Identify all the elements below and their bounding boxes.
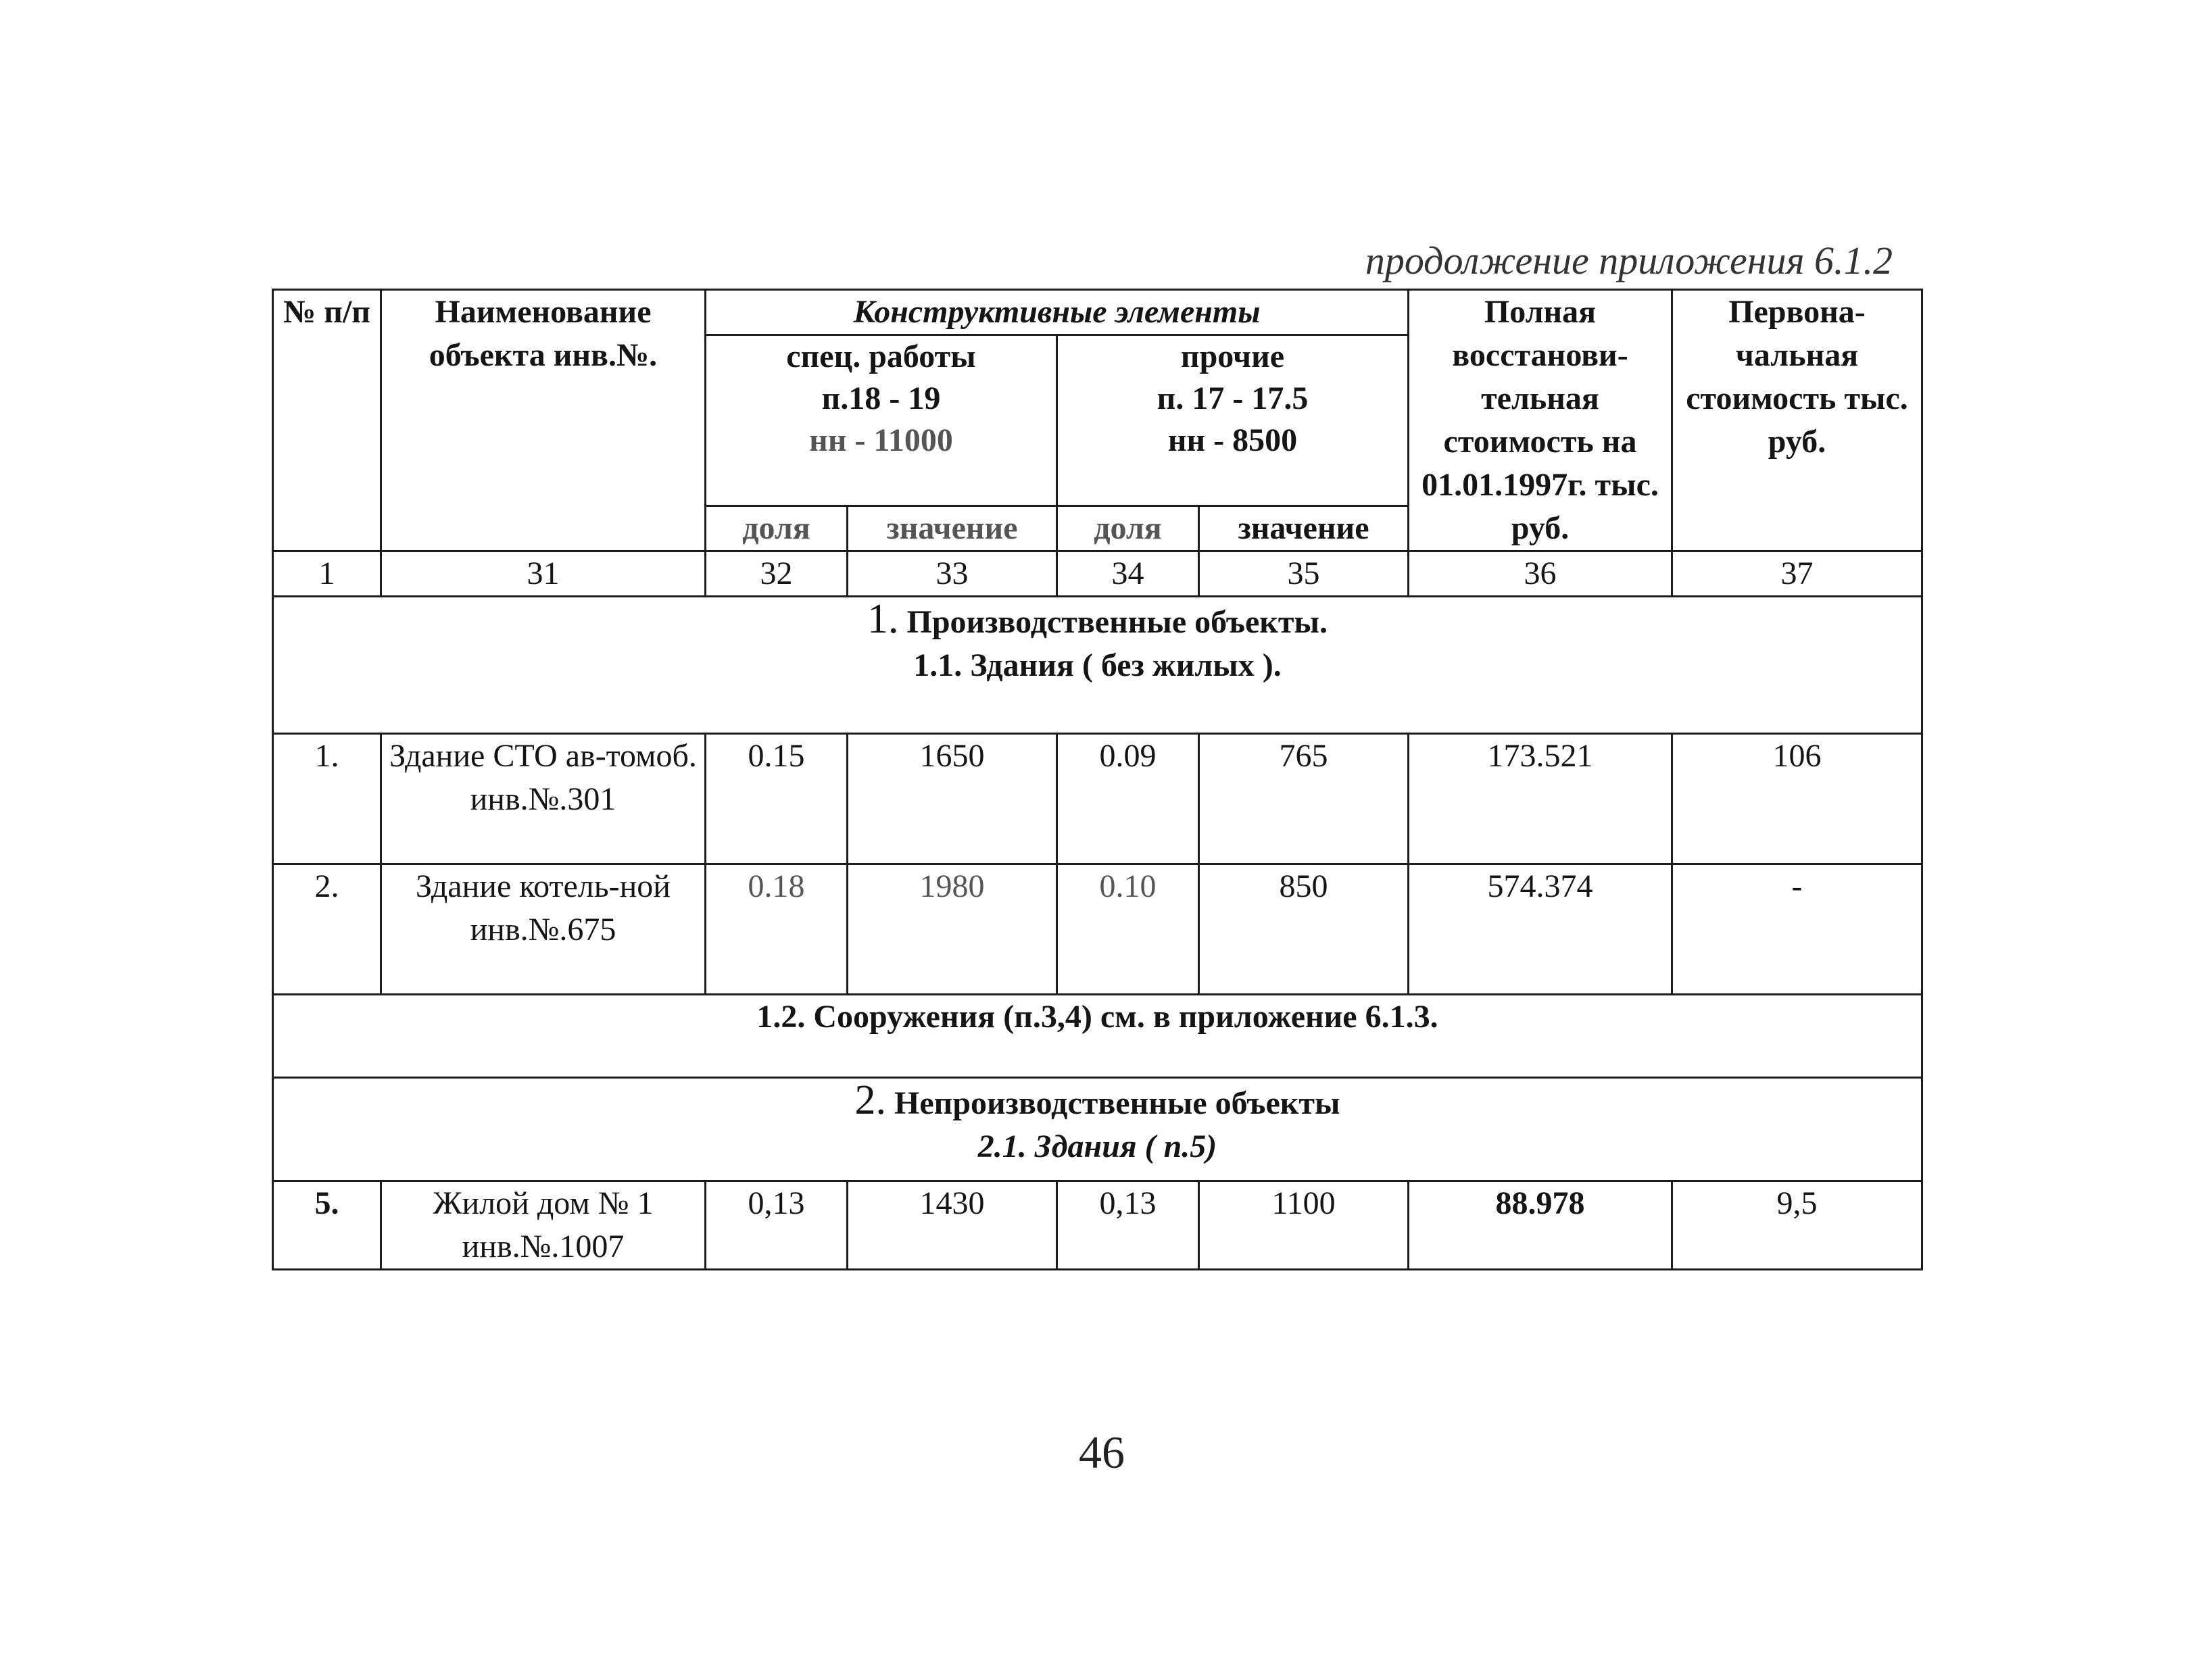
row-num: 1. bbox=[273, 734, 381, 864]
row-name bbox=[381, 1181, 706, 1270]
section-1-title: Производственные объекты. bbox=[906, 604, 1328, 640]
row-value-2: 850 bbox=[1199, 864, 1409, 995]
column-number: 31 bbox=[381, 551, 706, 597]
row-full-cost: 88.978 bbox=[1409, 1181, 1672, 1270]
header-full-cost: Полная восстанови-тельная стоимость на 01.01.1997г. тыс. руб. bbox=[1409, 290, 1672, 551]
column-number: 36 bbox=[1409, 551, 1672, 597]
cost-table bbox=[272, 289, 1923, 1270]
row-name-text: Здание котель-ной bbox=[416, 868, 671, 904]
row-value-2: 765 bbox=[1199, 734, 1409, 864]
row-share-2: 0,13 bbox=[1057, 1181, 1199, 1270]
section-2-subtitle: 2.1. Здания ( п.5) bbox=[977, 1129, 1217, 1164]
row-num: 5. bbox=[273, 1181, 381, 1270]
row-value-1: 1980 bbox=[848, 864, 1057, 995]
column-number: 35 bbox=[1199, 551, 1409, 597]
header-value-1: значение bbox=[848, 506, 1057, 551]
section-2-title: Непроизводственные объекты bbox=[894, 1085, 1340, 1121]
row-value-1: 1650 bbox=[848, 734, 1057, 864]
row-value-1: 1430 bbox=[848, 1181, 1057, 1270]
row-name bbox=[381, 864, 706, 995]
row-share-2: 0.09 bbox=[1057, 734, 1199, 864]
row-name-text: Здание СТО ав-томоб. bbox=[389, 738, 697, 774]
row-share-1: 0.18 bbox=[706, 864, 848, 995]
header-name: Наименование объекта инв.№. bbox=[381, 290, 706, 551]
section-2-heading bbox=[273, 1078, 1922, 1181]
row-initial-cost: - bbox=[1672, 864, 1922, 995]
section-2-number: 2. bbox=[854, 1077, 887, 1123]
column-number: 37 bbox=[1672, 551, 1922, 597]
column-number-row bbox=[273, 551, 1922, 597]
other-ref: п. 17 - 17.5 bbox=[1157, 380, 1309, 416]
appendix-caption: продолжение приложения 6.1.2 bbox=[1365, 239, 1893, 282]
header-constructive: Конструктивные элементы bbox=[706, 290, 1409, 335]
row-inv: инв.№.301 bbox=[470, 781, 616, 817]
table-row bbox=[273, 864, 1922, 995]
row-initial-cost: 9,5 bbox=[1672, 1181, 1922, 1270]
row-share-1: 0,13 bbox=[706, 1181, 848, 1270]
row-inv: инв.№.675 bbox=[470, 912, 616, 947]
table-row bbox=[273, 734, 1922, 864]
header-value-2: значение bbox=[1199, 506, 1409, 551]
row-share-1: 0.15 bbox=[706, 734, 848, 864]
spec-norm: нн - 11000 bbox=[809, 422, 953, 458]
row-initial-cost: 106 bbox=[1672, 734, 1922, 864]
header-row-1 bbox=[273, 290, 1922, 335]
column-number: 32 bbox=[706, 551, 848, 597]
section-1-number: 1. bbox=[867, 596, 899, 642]
header-share-1: доля bbox=[706, 506, 848, 551]
column-number: 34 bbox=[1057, 551, 1199, 597]
spec-ref: п.18 - 19 bbox=[821, 380, 941, 416]
header-initial-cost: Первона-чальная стоимость тыс. руб. bbox=[1672, 290, 1922, 551]
page-number: 46 bbox=[1079, 1427, 1125, 1478]
row-full-cost: 173.521 bbox=[1409, 734, 1672, 864]
column-number: 33 bbox=[848, 551, 1057, 597]
section-1-heading bbox=[273, 597, 1922, 734]
structures-note: 1.2. Сооружения (п.3,4) см. в приложение 6.1.3. bbox=[273, 995, 1922, 1078]
section-1-subtitle: 1.1. Здания ( без жилых ). bbox=[913, 647, 1282, 683]
row-share-2: 0.10 bbox=[1057, 864, 1199, 995]
row-value-2: 1100 bbox=[1199, 1181, 1409, 1270]
row-full-cost: 574.374 bbox=[1409, 864, 1672, 995]
row-name-text: Жилой дом № 1 bbox=[433, 1185, 654, 1221]
row-inv: инв.№.1007 bbox=[462, 1229, 625, 1264]
header-spec-works bbox=[706, 335, 1057, 506]
spec-title: спец. работы bbox=[786, 339, 976, 374]
column-number: 1 bbox=[273, 551, 381, 597]
table-row bbox=[273, 1181, 1922, 1270]
row-num: 2. bbox=[273, 864, 381, 995]
header-other-works bbox=[1057, 335, 1409, 506]
other-norm: нн - 8500 bbox=[1167, 422, 1298, 458]
header-share-2: доля bbox=[1057, 506, 1199, 551]
header-num: № п/п bbox=[273, 290, 381, 551]
row-name bbox=[381, 734, 706, 864]
other-title: прочие bbox=[1180, 339, 1285, 374]
structures-note-row bbox=[273, 995, 1922, 1078]
